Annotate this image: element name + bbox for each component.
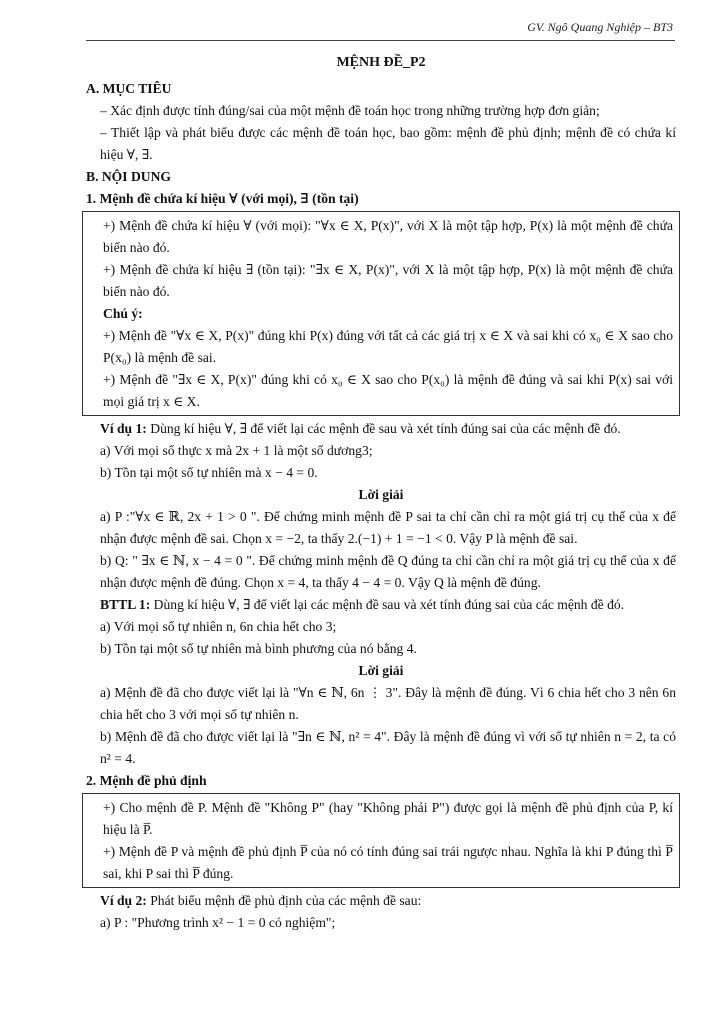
example-1-solution-a: a) P :"∀x ∈ ℝ, 2x + 1 > 0 ". Để chứng minh mệnh đề P sai ta chỉ cần chỉ ra một giá trị cụ thể của x để nhận được mệnh đề sai. Chọn x = −2, ta thấy 2.(−1) + 1 = −1 < 0. Vậy P là mệnh đề sai.: [100, 509, 676, 546]
example-2-item-a: a) P : "Phương trình x² − 1 = 0 có nghiệm";: [100, 915, 336, 930]
objective-line-2: – Thiết lập và phát biểu được các mệnh đề toán học, bao gồm: mệnh đề phủ định; mệnh đề có chứa kí hiệu ∀, ∃.: [100, 125, 676, 162]
header-author: GV. Ngô Quang Nghiệp – BT3: [527, 20, 673, 34]
exercise-1-prompt: [86, 594, 676, 616]
negation-definition: +) Cho mệnh đề P. Mệnh đề "Không P" (hay "Không phải P") được gọi là mệnh đề phủ định của P, kí hiệu là P̅.: [103, 800, 673, 837]
section-b-heading: B. NỘI DUNG: [86, 169, 171, 184]
example-1-item-a: a) Với mọi số thực x mà 2x + 1 là một số dương3;: [100, 443, 373, 458]
page-title: MỆNH ĐỀ_P2: [336, 55, 426, 70]
exercise-1-solution-b: b) Mệnh đề đã cho được viết lại là "∃n ∈ ℕ, n² = 4". Đây là mệnh đề đúng vì với số tự nhiên n = 2, ta có n² = 4.: [100, 729, 676, 766]
negation-property: +) Mệnh đề P và mệnh đề phủ định P̅ của nó có tính đúng sai trái ngược nhau. Nghĩa là khi P đúng thì P̅ sai, khi P sai thì P̅ đúng.: [103, 844, 673, 881]
note-forall: +) Mệnh đề "∀x ∈ X, P(x)" đúng khi P(x) đúng với tất cả các giá trị x ∈ X và sai khi có x₀ ∈ X sao cho P(x₀) là mệnh đề sai.: [103, 328, 673, 365]
example-1-solution-b: b) Q: " ∃x ∈ ℕ, x − 4 = 0 ". Để chứng minh mệnh đề Q đúng ta chỉ cần chỉ ra một giá trị cụ thể của x để nhận được mệnh đề đúng. Chọn x = 4, ta thấy 4 − 4 = 0. Vậy Q là mệnh đề đúng.: [100, 553, 676, 590]
example-1-text: Dùng kí hiệu ∀, ∃ để viết lại các mệnh đề sau và xét tính đúng sai của các mệnh đề đó.: [150, 421, 621, 436]
example-2-label: Ví dụ 2:: [100, 893, 147, 908]
subsection-1-heading: 1. Mệnh đề chứa kí hiệu ∀ (với mọi), ∃ (tồn tại): [86, 191, 359, 206]
document-body: [86, 52, 676, 934]
example-1-item-b: b) Tồn tại một số tự nhiên mà x − 4 = 0.: [100, 465, 318, 480]
note-label: Chú ý:: [103, 306, 143, 321]
note-exists: +) Mệnh đề "∃x ∈ X, P(x)" đúng khi có x₀ ∈ X sao cho P(x₀) là mệnh đề đúng và sai khi P(x) sai với mọi giá trị x ∈ X.: [103, 372, 673, 409]
definition-exists: +) Mệnh đề chứa kí hiệu ∃ (tồn tại): "∃x ∈ X, P(x)", với X là một tập hợp, P(x) là một mệnh đề chứa biến nào đó.: [103, 262, 673, 299]
section-a-heading: A. MỤC TIÊU: [86, 81, 172, 96]
exercise-1-text: Dùng kí hiệu ∀, ∃ để viết lại các mệnh đề sau và xét tính đúng sai của các mệnh đề đó.: [153, 597, 625, 612]
subsection-2-heading: 2. Mệnh đề phủ định: [86, 773, 207, 788]
definition-box-negation: [82, 793, 680, 888]
example-1-prompt: [86, 418, 676, 440]
example-2-text: Phát biểu mệnh đề phủ định của các mệnh đề sau:: [150, 893, 422, 908]
exercise-1-solution-a: a) Mệnh đề đã cho được viết lại là "∀n ∈ ℕ, 6n ⋮ 3". Đây là mệnh đề đúng. Vì 6 chia hết cho 3 nên 6n chia hết cho 3 với mọi số tự nhiên n.: [100, 685, 676, 722]
definition-box-quantifiers: [82, 211, 680, 416]
example-2-prompt: [86, 890, 676, 912]
exercise-1-solution-label: Lời giải: [358, 663, 404, 678]
exercise-1-item-b: b) Tồn tại một số tự nhiên mà bình phương của nó bằng 4.: [100, 641, 417, 656]
example-1-solution-label: Lời giải: [358, 487, 404, 502]
definition-forall: +) Mệnh đề chứa kí hiệu ∀ (với mọi): "∀x ∈ X, P(x)", với X là một tập hợp, P(x) là một mệnh đề chứa biến nào đó.: [103, 218, 673, 255]
example-1-label: Ví dụ 1:: [100, 421, 147, 436]
exercise-1-item-a: a) Với mọi số tự nhiên n, 6n chia hết cho 3;: [100, 619, 337, 634]
exercise-1-label: BTTL 1:: [100, 597, 151, 612]
header-rule: [86, 40, 675, 41]
objective-line-1: – Xác định được tính đúng/sai của một mệnh đề toán học trong những trường hợp đơn giản;: [100, 103, 600, 118]
